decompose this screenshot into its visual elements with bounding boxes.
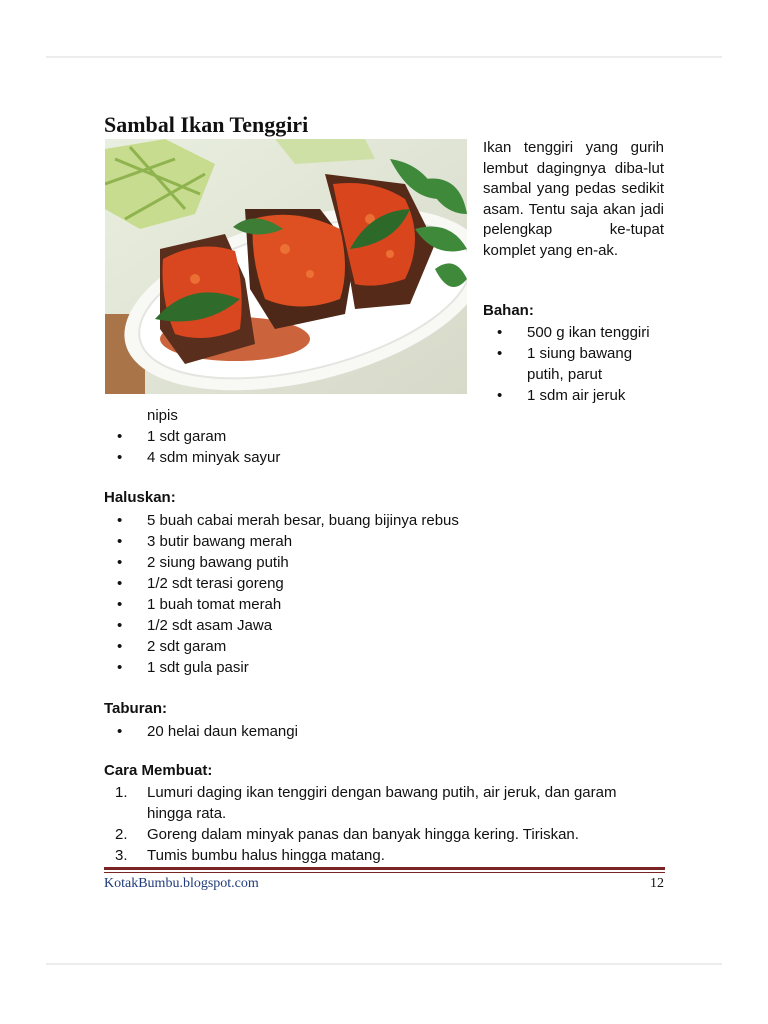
bullet-icon: • [497,324,503,341]
step-number: 2. [115,826,128,843]
bullet-icon: • [117,659,123,676]
list-item: • 1/2 sdt asam Jawa [117,617,273,634]
bullet-icon: • [117,512,123,529]
bullet-icon: • [117,723,123,740]
list-item: • 1 sdm air jeruk [497,387,626,404]
bahan-item-continuation: nipis [147,407,178,424]
list-item: • 1 buah tomat merah [117,596,282,613]
bullet-icon: • [117,638,123,655]
bullet-icon: • [117,617,123,634]
bullet-icon: • [117,596,123,613]
page-number: 12 [650,876,664,891]
cara-membuat-steps [115,782,665,866]
footer-divider-thin [104,872,665,873]
fried-fish-with-sambal-photo-icon [105,139,467,394]
list-item: • 500 g ikan tenggiri [497,324,650,341]
page-bottom-edge [46,963,722,965]
cara-membuat-heading: Cara Membuat: [104,762,213,779]
bahan-heading: Bahan: [483,302,534,319]
list-item: • 1/2 sdt terasi goreng [117,575,284,592]
list-item: • 20 helai daun kemangi [117,723,298,740]
bullet-icon: • [117,575,123,592]
footer-divider-thick [104,867,665,870]
list-item: • 5 buah cabai merah besar, buang bijinya rebus [117,512,459,529]
bullet-icon: • [117,554,123,571]
list-item: • 3 butir bawang merah [117,533,293,550]
step-item: 1. Lumuri daging ikan tenggiri dengan bawang putih, air jeruk, dan garam hingga rata. [115,784,617,822]
taburan-list [117,721,647,742]
bullet-icon: • [497,345,503,362]
recipe-title: Sambal Ikan Tenggiri [104,112,309,137]
bahan-list [497,322,667,406]
list-item: • 2 siung bawang putih [117,554,289,571]
step-number: 3. [115,847,128,864]
bullet-icon: • [497,387,503,404]
list-item: • 1 siung bawang putih, parut [497,345,633,383]
list-item: • 2 sdt garam [117,638,227,655]
step-item: 2. Goreng dalam minyak panas dan banyak hingga kering. Tiriskan. [115,826,579,843]
step-item: 3. Tumis bumbu halus hingga matang. [115,847,385,864]
list-item: • 1 sdt garam [117,428,227,445]
list-item: • 4 sdm minyak sayur [117,449,281,466]
footer-site-link[interactable]: KotakBumbu.blogspot.com [104,876,259,891]
list-item: • 1 sdt gula pasir [117,659,249,676]
bullet-icon: • [117,533,123,550]
haluskan-list [117,510,667,678]
recipe-photo [105,139,467,394]
bullet-icon: • [117,449,123,466]
recipe-intro: Ikan tenggiri yang gurih lembut dagingnya diba-lut sambal yang pedas sedikit asam. Tentu saja akan jadi pelengkap ke-tupat komplet yang en-ak. [483,139,664,259]
haluskan-heading: Haluskan: [104,489,176,506]
step-number: 1. [115,784,128,801]
bahan-list-continued [117,426,647,468]
taburan-heading: Taburan: [104,700,168,717]
page-top-edge [46,56,722,58]
bullet-icon: • [117,428,123,445]
